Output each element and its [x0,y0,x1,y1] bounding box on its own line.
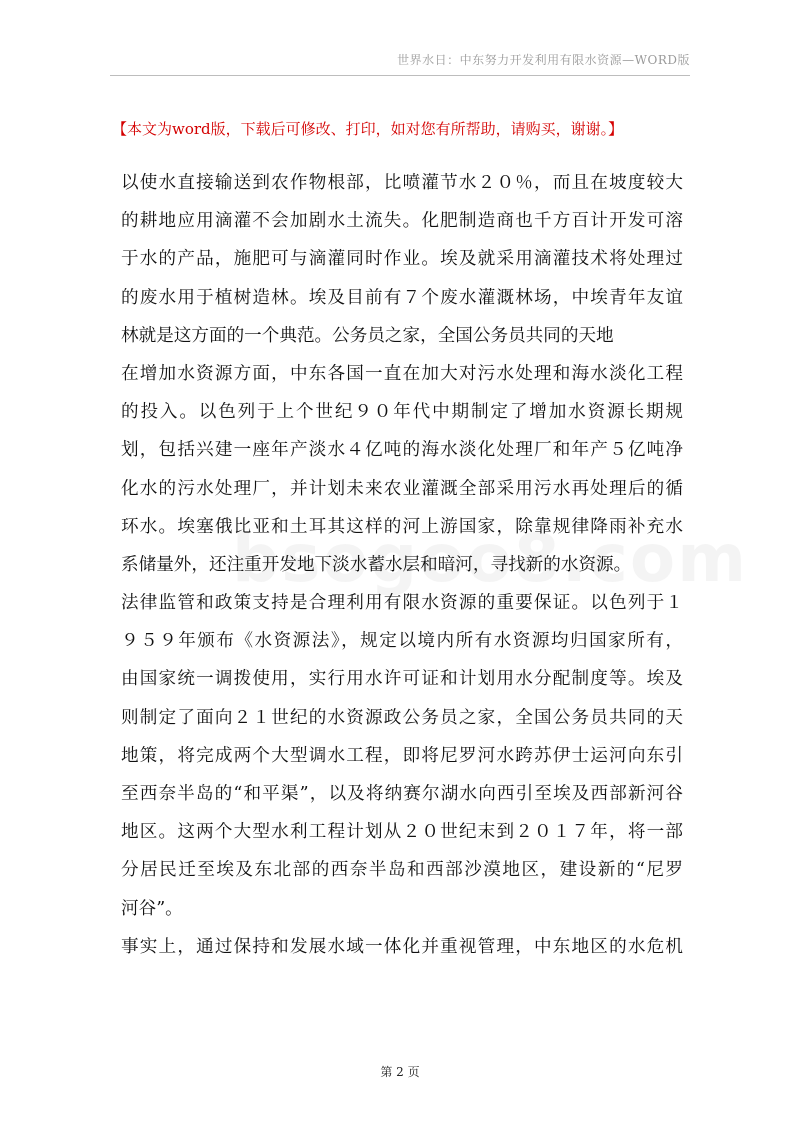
download-notice: 【本文为word版，下载后可修改、打印，如对您有所帮助，请购买，谢谢。】 [112,120,624,138]
running-header-title: 世界水日：中东努力开发利用有限水资源—WORD版 [397,53,690,67]
text-line: 法律监管和政策支持是合理利用有限水资源的重要保证。以色列于１ [121,593,683,614]
text-line: 于水的产品，施肥可与滴灌同时作业。埃及就采用滴灌技术将处理过 [121,249,683,270]
page-number: 第 2 页 [380,1065,420,1079]
text-line: 地区。这两个大型水利工程计划从２０世纪末到２０１７年，将一部 [121,822,683,843]
text-line: 的投入。以色列于上个世纪９０年代中期制定了增加水资源长期规 [121,402,683,423]
text-line: 环水。埃塞俄比亚和土耳其这样的河上游国家，除靠规律降雨补充水 [121,516,683,537]
text-line: 以使水直接输送到农作物根部，比喷灌节水２０％，而且在坡度较大 [121,173,683,193]
body-text [121,164,683,966]
text-line: ９５９年颁布《水资源法》，规定以境内所有水资源均归国家所有， [121,631,683,652]
text-line: 划，包括兴建一座年产淡水４亿吨的海水淡化处理厂和年产５亿吨净 [121,440,683,461]
text-line: 则制定了面向２１世纪的水资源政公务员之家，全国公务员共同的天 [121,707,683,728]
text-line: 的耕地应用滴灌不会加剧水土流失。化肥制造商也千方百计开发可溶 [121,211,683,232]
text-line: 由国家统一调拨使用，实行用水许可证和计划用水分配制度等。埃及 [121,669,683,690]
text-line: 事实上，通过保持和发展水域一体化并重视管理，中东地区的水危机 [121,936,683,957]
text-line: 分居民迁至埃及东北部的西奈半岛和西部沙漠地区，建设新的“尼罗 [121,860,683,881]
text-line: 的废水用于植树造林。埃及目前有７个废水灌溉林场，中埃青年友谊 [121,287,683,308]
text-line: 地策，将完成两个大型调水工程，即将尼罗河水跨苏伊士运河向东引 [121,745,683,766]
header-divider [110,75,690,76]
text-line: 在增加水资源方面，中东各国一直在加大对污水处理和海水淡化工程 [121,363,683,384]
text-line: 河谷”。 [121,898,183,919]
text-line: 化水的污水处理厂，并计划未来农业灌溉全部采用污水再处理后的循 [121,478,683,499]
text-line: 系储量外，还注重开发地下淡水蓄水层和暗河，寻找新的水资源。 [121,554,632,575]
text-line: 林就是这方面的一个典范。公务员之家，全国公务员共同的天地 [121,325,614,346]
text-line: 至西奈半岛的“和平渠”，以及将纳赛尔湖水向西引至埃及西部新河谷 [121,784,683,804]
